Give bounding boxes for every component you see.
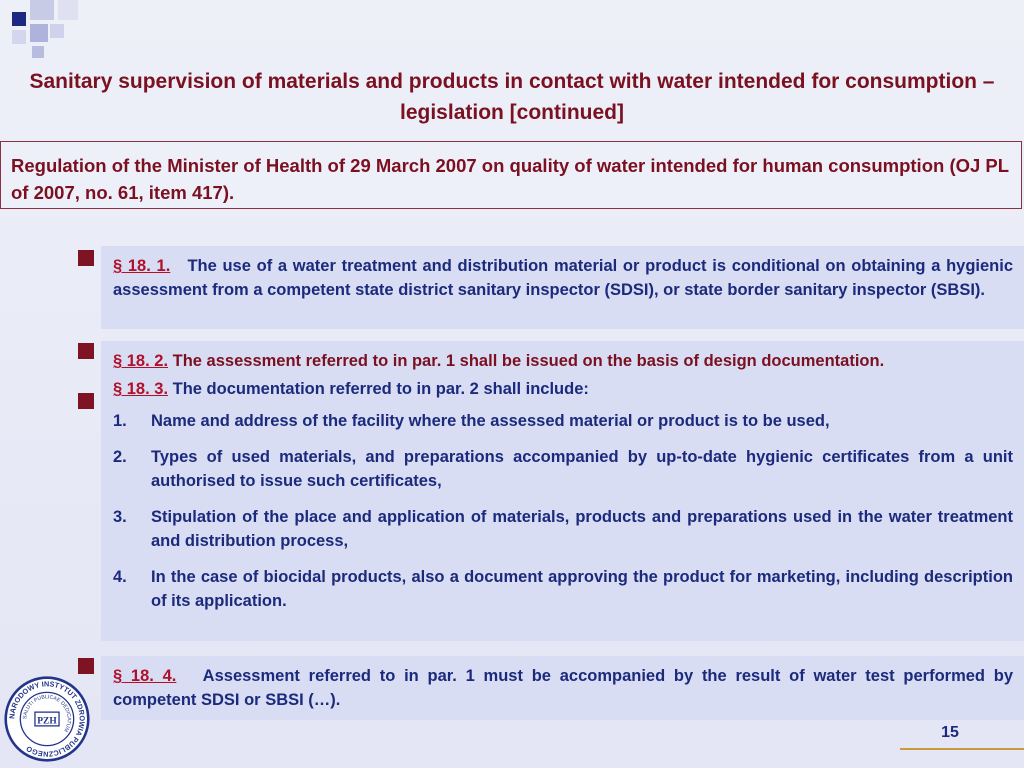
item-2 (113, 349, 1013, 373)
corner-decoration (0, 0, 80, 60)
svg-text:NARODOWY INSTYTUT ZDROWIA PUBL: NARODOWY INSTYTUT ZDROWIA PUBLICZNEGO (7, 679, 87, 759)
list-item: 1. Name and address of the facility where the assessed material or product is to be used, (113, 412, 830, 430)
documentation-list (113, 409, 1013, 613)
svg-text:SALUTI PUBLICAE DEDICATUM: SALUTI PUBLICAE DEDICATUM (22, 694, 72, 733)
item-text: Assessment referred to in par. 1 must be accompanied by the result of water test performed by competent SDSI or SBSI (…). (113, 667, 1014, 709)
paragraph-ref-link[interactable]: § 18. 3. (113, 380, 169, 398)
logo-center-text: PZH (37, 716, 57, 727)
paragraph-ref-link[interactable]: § 18. 1. (113, 257, 171, 275)
page-number: 15 (941, 724, 959, 741)
list-item: 2. Types of used materials, and preparations accompanied by up-to-date hygienic certificates from a unit authorised to issue such certificates, (113, 448, 1013, 490)
footer-line (900, 748, 1024, 750)
list-item: 4. In the case of biocidal products, also a document approving the product for marketing, including description of its application. (113, 568, 1013, 610)
page-title: Sanitary supervision of materials and products in contact with water intended for consumption – legislation [continued] (29, 70, 995, 124)
paragraph-ref-link[interactable]: § 18. 4. (113, 667, 177, 685)
item-panel-2-3 (101, 341, 1024, 641)
institute-logo (4, 676, 90, 762)
list-item: 3. Stipulation of the place and application of materials, products and preparations used in the water treatment and distribution process, (113, 508, 1013, 550)
item-panel-1 (101, 246, 1024, 329)
bullet-square (78, 393, 94, 409)
regulation-box: Regulation of the Minister of Health of 29 March 2007 on quality of water intended for human consumption (OJ PL of 2007, no. 61, item 417). (0, 141, 1022, 209)
item-text: The assessment referred to in par. 1 shall be issued on the basis of design documentation. (172, 352, 885, 370)
item-panel-4 (101, 656, 1024, 720)
bullet-square (78, 250, 94, 266)
item-3 (113, 377, 1013, 401)
bullet-square (78, 343, 94, 359)
item-text: The documentation referred to in par. 2 shall include: (172, 380, 589, 398)
paragraph-ref-link[interactable]: § 18. 2. (113, 352, 169, 370)
item-text: The use of a water treatment and distribution material or product is conditional on obtaining a hygienic assessment from a competent state district sanitary inspector (SDSI), or state border sanitary inspector (SBSI). (113, 257, 1014, 299)
bullet-square (78, 658, 94, 674)
